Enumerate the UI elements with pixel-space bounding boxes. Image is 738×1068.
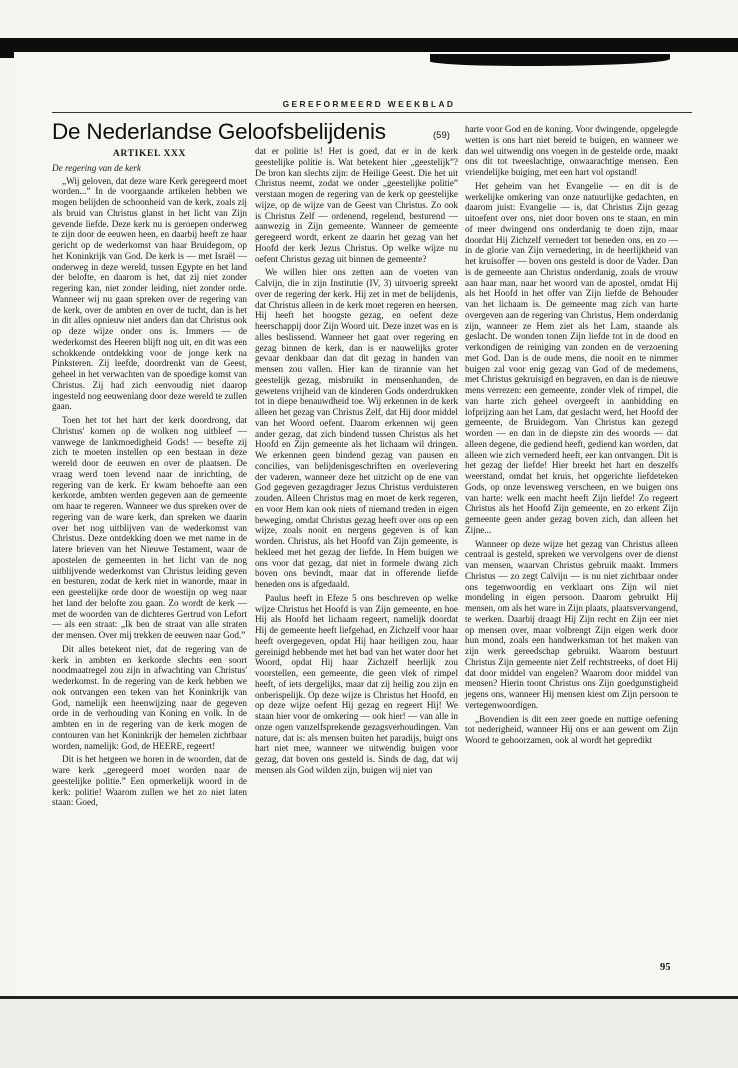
paragraph: Paulus heeft in Efeze 5 ons beschreven op welke wijze Christus het Hoofd is van Zijn gemeente, en hoe Hij als Hoofd het lichaam regeert, namelijk doordat Hij de gemeente heeft liefgehad, en Zichzelf voor haar heeft overgegeven, opdat Hij haar heiligen zou, haar gereinigd hebbende met het bad van het water door het Woord, opdat Hij haar Zichzelf heerlijk zou voorstellen, een gemeente, die geen vlek of rimpel heeft, of iets dergelijks, maar dat zij heilig zou zijn en onberispelijk. Op deze wijze is Christus het Hoofd, en op deze wijze oefent Hij gezag en regeert Hij! We staan hier voor de omkering — ook hier! — van alle in onze ogen vanzelfsprekende gezagsverhoudingen. Van nature, dat is: als mensen buiten het paradijs, buigt ons hart niet mee, wanneer we uitwendig buigen voor gezag, dat boven ons gesteld is. Sinds de dag, dat wij mensen als God wilden zijn, buigen wij niet van xyxy=(255,592,458,775)
article-title: De Nederlandse Geloofsbelijdenis xyxy=(52,119,386,144)
paragraph: harte voor God en de koning. Voor dwingende, opgelegde wetten is ons hart niet bereid te buigen, en wanneer we dan wel uitwendig ons voegen in de gestelde orde, maakt ons dit tot tweeslachtige, onwaarachtige mensen. Een vriendelijke buiging, met een hart vol opstand! xyxy=(465,124,678,177)
text-column-1 xyxy=(52,149,247,808)
paragraph: Toen het tot het hart der kerk doordrong, dat Christus' komen op de wolken nog uitbleef — vanwege de lankmoedigheid Gods! — besefte zij zich te moeten instellen op een bestaan in deze wereld door de eeuwen en over de plaatsen. De vraag werd toen levend naar de inrichting, de regering van de kerk. Er kwam behoefte aan een kerkorde, ambten werden gegeven aan de gemeente om haar te regeren. Wanneer we dus spreken over de regering van de ware kerk, dan spreken we daarin over het nog uitblijven van de wederkomst van Christus. Deze ontdekking doen we met name in de latere brieven van het Nieuwe Testament, waar de apostelen de gemeenten in het licht van de nog uitblijvende wederkomst van Christus leiding geven en besturen, zodat de kerk niet in wanorde, maar in een geestelijke orde door de woestijn op weg naar het land der belofte zou gaan. Zo wordt de kerk — met de woorden van de dichteres Gertrud von Lefort — als een straat: „Ik ben de straat van alle straten der mensen. Over mij trekken de eeuwen naar God.” xyxy=(52,415,247,640)
paragraph: Wanneer op deze wijze het gezag van Christus alleen centraal is gesteld, spreken we vervolgens over de dienst van mensen, waarvan Christus gebruik maakt. Immers Christus — zo zegt Calvijn — is nu niet zichtbaar onder ons tegenwoordig en verklaart ons Zijn wil niet mondeling in eigen persoon. Daarom gebruikt Hij mensen, om als het ware in Zijn plaats, plaatsvervangend, te werken. Daarbij draagt Hij Zijn recht en Zijn eer niet op mensen over, maar volbrengt Zijn eigen werk door hun mond, zoals een handwerksman tot het maken van zijn werk gereedschap gebruikt. Waarom bestuurt Christus Zijn gemeente niet Zelf rechtstreeks, of doet Hij dat door middel van engelen? Waarom door middel van mensen? Hierin toont Christus ons Zijn goedgunstigheid jegens ons, wanneer Hij mensen kiest om Zijn persoon te vertegenwoordigen. xyxy=(465,538,678,710)
text-column-2 xyxy=(255,146,458,776)
article-subheading: De regering van de kerk xyxy=(52,162,141,173)
running-head: GEREFORMEERD WEEKBLAD xyxy=(282,99,456,109)
header-rule xyxy=(52,112,692,113)
paragraph: We willen hier ons zetten aan de voeten van Calvijn, die in zijn Institutie (IV, 3) uitvoerig spreekt over de regering der kerk. Hij zet in met de belijdenis, dat Christus alleen in de kerk moet regeren en heersen. Hij heeft het hoogste gezag, en oefent deze heerschappij door Zijn Woord uit. Deze inzet was en is alles beslissend. Wanneer het gaat over regering en gezag binnen de kerk, dan is er nauwelijks groter gevaar denkbaar dan dat dit gezag in handen van mensen zou vallen. Hier kan de tirannie van het geestelijk gezag, misbruikt in mensenhanden, de gewetens vrijheid van de kinderen Gods onderdrukken tot in diepe benauwdheid toe. Wij erkennen in de kerk alleen het gezag van Christus Zelf, dat Hij door middel van het Woord oefent. Daarom erkennen wij geen ander gezag, dat zich bindend tussen Christus als het Hoofd en Zijn gemeente als het lichaam wil dringen. We erkennen geen bindend gezag van pausen en concilies, van belijdenisgeschriften en overlevering der vaderen, wanneer deze het uitzicht op de ene van God gegeven gezagdrager Jezus Christus verduisteren zouden. Alleen Christus mag en moet de kerk regeren, en voor Hem kan ook niets of niemand treden in eigen beweging, omdat Christus gezag heeft over ons op een wijze, zoals nooit en nergens gegeven is of kan worden. Christus, als het Hoofd van Zijn gemeente, is bekleed met het gezag der liefde. In Hem buigen we ons voor dat gezag, dat niet in formele dwang zich boven ons bevindt, maar dat in offerende liefde beneden ons is afgedaald. xyxy=(255,267,458,589)
page-number: 95 xyxy=(660,962,671,973)
paragraph: Dit is het hetgeen we horen in de woorden, dat de ware kerk „geregeerd moet worden naar de geestelijke politie.” Een opmerkelijk woord in de kerk: politie! Waarom zullen we het zo niet laten staan: Goed, xyxy=(52,754,247,808)
paragraph: „Bovendien is dit een zeer goede en nuttige oefening tot nederigheid, wanneer Hij ons er aan gewent om Zijn Woord te gehoorzamen, ook al wordt het gepredikt xyxy=(465,713,678,745)
issue-number: (59) xyxy=(433,130,450,141)
paragraph: „Wij geloven, dat deze ware Kerk geregeerd moet worden...” In de voorgaande artikelen hebben we mogen belijden de schoonheid van de kerk, zoals zij als bruid van Christus glanst in het licht van Zijn gevende liefde. Deze kerk nu is geroepen onderweg te zijn door de eeuwen heen, en daarbij heeft ze haar gericht op de wederkomst van haar Bruidegom, op het Koninkrijk van God. De kerk is — met Israël — onderweg in deze wereld, tussen Egypte en het land der belofte, en daarom is het, dat zij niet zonder regering kan, niet zonder leiding, niet zonder orde. Wanneer wij nu gaan spreken over de regering van de kerk, over de ambten en over de tucht, dan is het in dit alles opnieuw niet anders dan dat Christus ook op deze wijze onder ons is. Immers — de wederkomst des Heeren blijft nog uit, en dit was een schokkende ontdekking voor de jonge kerk na Pinksteren. Zij leefde, doordrenkt van de Geest, geheel in het verwachten van de spoedige komst van Christus. Zij had zich eenvoudig niet daarop ingesteld nog eeuwenlang door deze wereld te zullen gaan. xyxy=(52,175,247,412)
paragraph: Dit alles betekent niet, dat de regering van de kerk in ambten en kerkorde slechts een soort noodmaatregel zou zijn in afwachting van Christus' wederkomst. In de regering van de kerk hebben we ook ontvangen een teken van het Koninkrijk van God, namelijk een heenwijzing naar de gegeven orde in de verhouding van Koning en volk. In de ambten en in de regering van de kerk mogen de contouren van het Koninkrijk der hemelen zichtbaar worden, namelijk: God, de HEERE, regeert! xyxy=(52,643,247,751)
paragraph: dat er politie is! Het is goed, dat er in de kerk geestelijke politie is. Wat betekent hier „geestelijk”? De bron kan slechts zijn: de Heilige Geest. Die het uit Christus neemt, zodat we onder „geestelijke politie” verstaan mogen de regering van de kerk op geestelijke wijze, op de wijze van de Geest van Christus. Zo ook is Christus Zelf — ordenend, regelend, besturend — aanwezig in Zijn gemeente. Wanneer de gemeente geregeerd wordt, erkent ze daarin het gezag van het Hoofd der kerk Jezus Christus. Op welke wijze nu oefent Christus gezag uit binnen de gemeente? xyxy=(255,146,458,264)
article-heading: ARTIKEL XXX xyxy=(112,148,187,159)
text-column-3 xyxy=(465,124,678,746)
scan-margin xyxy=(0,999,738,1068)
paragraph: Het geheim van het Evangelie — en dit is de werkelijke omkering van onze natuurlijke gedachten, en daarom juist: Evangelie — is, dat Christus Zijn gezag uitoefent over ons, niet door boven ons te staan, en min of meer dwingend ons onderdanig te doen zijn, maar doordat Hij Zichzelf vernedert tot beneden ons, en zo — in de glorie van Zijn vernedering, in de heerlijkheid van het kruisoffer — boven ons gesteld is door de Vader. Dan is de gemeente aan Christus onderdanig, zoals de vrouw aan haar man, naar het woord van de apostel, omdat Hij als het Hoofd in het offer van Zijn liefde de Behouder van het lichaam is. De gemeente mag zich van harte overgeven aan de regering van Christus, Hem onderdanig zijn, wanneer ze Hem ziet als het Lam, staande als geslacht. De wonden tonen Zijn liefde tot in de dood en verkondigen de reiniging van zonden en de verzoening met God. Dan is de oude mens, die nooit en te nimmer buigen zal voor enig gezag van God of de medemens, met Christus gekruisigd en begraven, en dan is de nieuwe mens verrezen: een gemeente, zonder vlek of rimpel, die van harte zich geheel overgeeft in aanbidding en lofprijzing aan het Lam, dat geslacht werd, het Hoofd der gemeente, de Bruidegom. Van Christus kan gezegd worden — en dan in de diepste zin des woords — dat alleen degene, die gediend heeft, gediend kan worden, dat alleen wie zich vernederd heeft, eer kan ontvangen. Dit is het gezag der liefde! Hier breekt het hart en deszelfs weerstand, omdat het kruis, het opgerichte liefdeteken Gods, op onze levensweg verscheen, en we buigen ons van harte: welk een macht heeft Zijn liefde! Zo regeert Christus als het Hoofd Zijn gemeente, en zo erkent Zijn gemeente geen ander gezag boven zich, dan alleen het Zijne... xyxy=(465,180,679,535)
